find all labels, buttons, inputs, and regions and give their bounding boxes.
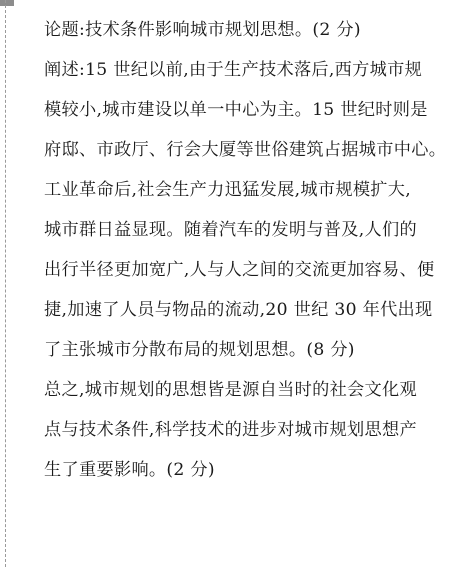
text-line: 城市群日益显现。随着汽车的发明与普及,人们的	[44, 220, 418, 240]
text-line: 阐述:15 世纪以前,由于生产技术落后,西方城市规	[44, 60, 423, 80]
text-line: 了主张城市分散布局的规划思想。(8 分)	[44, 340, 355, 360]
text-line: 点与技术条件,科学技术的进步对城市规划思想产	[44, 420, 418, 440]
text-line: 模较小,城市建设以单一中心为主。15 世纪时则是	[44, 100, 428, 120]
text-line: 工业革命后,社会生产力迅猛发展,城市规模扩大,	[44, 180, 412, 200]
text-line: 府邸、市政厅、行会大厦等世俗建筑占据城市中心。	[44, 140, 447, 160]
binding-margin-line	[5, 0, 6, 567]
page-corner-mark	[0, 0, 14, 6]
answer-text	[44, 10, 454, 490]
text-line-thesis: 论题:技术条件影响城市规划思想。(2 分)	[44, 20, 361, 40]
text-line: 捷,加速了人员与物品的流动,20 世纪 30 年代出现	[44, 300, 433, 320]
text-line-conclusion: 总之,城市规划的思想皆是源自当时的社会文化观	[44, 380, 418, 400]
text-line: 生了重要影响。(2 分)	[44, 460, 215, 480]
text-line: 出行半径更加宽广,人与人之间的交流更加容易、便	[44, 260, 435, 280]
